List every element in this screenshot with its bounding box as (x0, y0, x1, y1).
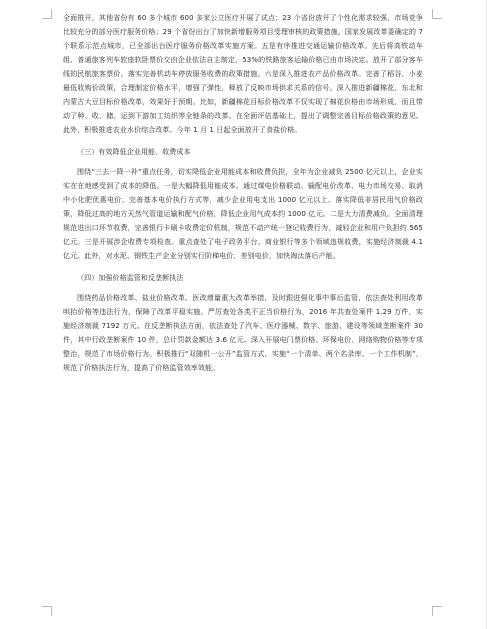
margin-corner-mark (42, 9, 52, 19)
margin-corner-mark (432, 9, 442, 19)
paragraph-cost-reduction: 围绕“三去一降一补”重点任务，切实降低企业用能成本和收费负担，全年为企业减负 2500 亿元以上，企业实实在在地感受到了成本的降低。一是大幅降低用能成本。通过煤电价格联动、输配电价改革、电力市场交易、取消中小化肥优惠电价、完善基本电价执行方式等，减少企业用电支出 1000 亿元以上。落实降低非居民用气价格政策，降低过高的地方天然气管道运输和配气价格，降低企业用气成本约 1000 亿元。二是大力清费减负。全面清理规范进出口环节收费，完善银行卡刷卡收费定价机制，规范不动产统一登记收费行为，减轻企业和用户负担约 565 亿元。三是开展涉企收费专项检查。重点查处了电子政务平台、商业银行等多个领域违规收费，实施经济制裁 4.1 亿元。此外，对水泥、钢铁生产企业分别实行阶梯电价、差别电价，加快淘汰落后产能。 (63, 168, 423, 260)
margin-corner-mark (42, 606, 52, 616)
document-body (63, 11, 423, 375)
margin-corner-mark (432, 606, 442, 616)
section-heading-price-supervision: （四）加强价格监管和反垄断执法 (77, 274, 184, 282)
paragraph-price-reform: 全面推开，其他省份有 60 多个城市 600 多家公立医疗开展了试点；23 个省份放开了个性化需求较强、市场竞争比较充分的部分医疗服务价格；29 个省份出台了加快新增服务项目受理审核的政策措施。国家发展改革委确定的 7 个联系示范点城市，已全部出台医疗服务价格改革实施方案。五是有序推进交通运输价格改革。先后将高铁动车组、普通旅客列车软座软卧票价交由企业依法自主制定，53%的铁路旅客运输价格已由市场决定。放开了部分客车线的民航旅客票价。落实完善机动车停放服务收费的政策措施。六是深入推进农产品价格改革。完善了稻谷、小麦最低收购价政策，合理制定价格水平，增强了弹性，释放了反映市场供求关系的信号。深入推进新疆棉花、东北和内蒙古大豆目标价格改革，效果好于预期。比如，新疆棉花目标价格改革不仅实现了棉花价格由市场形成，而且带动了种、收、储、运到下游加工纺织等全链条的改革。在全面评估基础上，提出了调整完善目标价格政策的意见。此外，积极推进农业水价综合改革。今年 1 月 1 日起全面放开了食盐价格。 (63, 14, 423, 134)
section-heading-cost-reduction: （三）有效降低企业用能、收费成本 (77, 148, 191, 156)
paragraph-price-supervision: 围绕药品价格改革、盐业价格改革、医改增量重大改革举措，及时跟进强化事中事后监管，依法查处利用改革哄抬价格等违法行为，保障了改革平稳实施。严厉查处各类不正当价格行为，2016 年共查处案件 1.29 万件，实施经济制裁 7192 万元。在反垄断执法方面，依法查处了汽车、医疗器械、数字、旅游、建设等领域垄断案件 30 件，其中行政垄断案件 10 件，总计罚款金额达 3.6 亿元。深入开展电门票价格、环保电价、网络购物价格等专项整治，规范了市场价格行为。积极推行“双随机一公开”监管方式，实施“一个清单、两个名录库、一个工作机制”，规范了价格执法行为，提高了价格监管效率效能。 (63, 294, 423, 372)
